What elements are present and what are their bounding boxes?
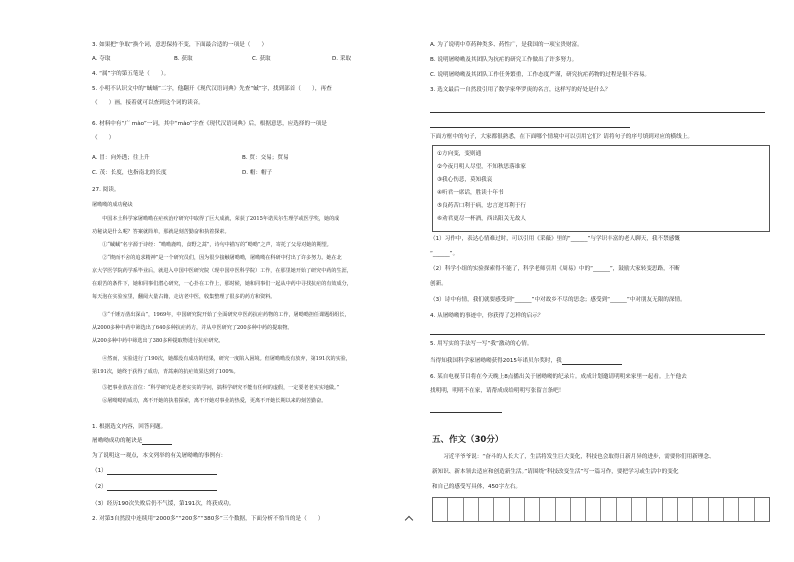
quote-6: ⑥劝君更尽一杯酒，西出阳关无故人 xyxy=(437,216,526,222)
example-3: （3）经历190次失败后仍不气馁，第191次，终获成功。 xyxy=(92,501,235,507)
grid-cell[interactable] xyxy=(586,498,601,521)
q3-option-a: A. 夺取 xyxy=(92,56,111,62)
answer-line[interactable] xyxy=(430,106,765,113)
q3-option-b: B. 获取 xyxy=(174,56,193,62)
q5-prompt: 当得知我国科学家屠呦呦获得2015年诺贝尔奖时，我 xyxy=(430,358,562,364)
grid-cell[interactable] xyxy=(632,498,647,521)
question-6-line1: 6. 材料中有“广 mào”一词，其中“mào”字查《现代汉语词典》后，根据意思，应选择的一项是 xyxy=(92,121,327,127)
grid-cell[interactable] xyxy=(571,498,586,521)
quote-intro: 下面方框中的句子，大家都很熟悉，在下面哪个情境中可以引用它们？请将句子的序号填到对应的横线上。 xyxy=(430,134,693,140)
answer-line[interactable] xyxy=(430,406,502,413)
section-composition-title: 五、作文（30分） xyxy=(432,435,504,445)
article-line: 每天泡在实验室里，翻阅大量古籍，走访老中医，收集整理了很多的药方和资料。 xyxy=(92,294,276,300)
grid-cell[interactable] xyxy=(617,498,632,521)
q3-option-c: C. 获取 xyxy=(252,56,271,62)
article-line: 京大学医学院药学系毕业后，就进入中国中医研究院（现中国中医科学院）工作，在那里她开始了研究中药的生涯， xyxy=(92,268,352,274)
grid-cell[interactable] xyxy=(464,498,479,521)
question-4: 4. “属”字的第五笔是（ ）。 xyxy=(92,71,170,77)
question-6b: 找明明，明明不在家，请帮成成给明明写张留言条吧！ xyxy=(430,388,565,394)
grid-cell[interactable] xyxy=(755,498,769,521)
answer-blank[interactable] xyxy=(562,358,622,365)
grid-cell[interactable] xyxy=(739,498,754,521)
quote-3: ③我心伤悲，莫知我哀 xyxy=(437,177,493,183)
quote-4: ④听君一席话，胜读十年书 xyxy=(437,190,504,196)
quote-2: ②今夜月明人尽望，不知秋思落谁家 xyxy=(437,164,526,170)
answer-line[interactable] xyxy=(430,328,765,335)
fill-3: （3）诗中有情，我们就要感受到“______”中对故乡不尽的思念；感受到“______”中对朋友无限的深情。 xyxy=(430,297,686,303)
example-1 xyxy=(92,468,217,475)
grid-cell[interactable] xyxy=(601,498,616,521)
writing-grid[interactable] xyxy=(432,497,770,522)
question-3: 3. 如果把“争取”换个词，意思保持不变，下面最合适的一项是（ ） xyxy=(92,42,268,48)
fill-1: （1）习作中，表达心情难过时，可以引用《采薇》里的“______”与学识丰富的老人聊天，我不禁感慨 xyxy=(430,236,680,242)
example-1-label: （1） xyxy=(92,468,107,474)
article-line: 从2000多种中药中筛选出了640多种抗疟药方，并从中医研究了200多种中药的提取物。 xyxy=(92,325,293,331)
grid-cell[interactable] xyxy=(678,498,693,521)
grid-cell[interactable] xyxy=(448,498,463,521)
fill-2b: 创新。 xyxy=(430,281,447,287)
grid-cell[interactable] xyxy=(494,498,509,521)
question-6-line2: （ ） xyxy=(92,135,115,141)
article-line: ①“蜮蜮”名字源于诗经：“呦呦鹿鸣，食野之蒿”，诗句中描写的“呦呦”之声，寄托了父母对她的期望。 xyxy=(92,242,332,248)
grid-cell[interactable] xyxy=(709,498,724,521)
grid-cell[interactable] xyxy=(724,498,739,521)
grid-cell[interactable] xyxy=(663,498,678,521)
q2-option-c: C. 说明屠呦呦及其团队工作任务繁重，工作态度严谨，研究抗疟药物的过程是很不容易。 xyxy=(430,72,651,78)
question-4: 4. 从屠呦呦的事迹中，你获得了怎样的启示？ xyxy=(430,313,544,319)
fill-1b: “______”。 xyxy=(430,251,459,257)
question-5-line1: 5. 小明不认识文中的“蜮蛹”二字，他翻开《现代汉语词典》先查“蜮”字，找到部首（ ），再查 xyxy=(92,86,332,92)
example-2-label: （2） xyxy=(92,484,107,490)
question-5-line xyxy=(430,358,622,365)
article-line: 在艰苦的条件下，她和同事们潜心研究，一心扑在工作上，那时候，她和同事们一起从中药中寻找抗疟的有效成分， xyxy=(92,281,352,287)
question-3: 3. 选文最后一自然段引用了数学家华罗庚的名言，这样写的好处是什么？ xyxy=(430,87,611,93)
article-line: ②“锲而不舍的追求精神”是一个研究员们，因为很少接触屠呦呦，屠呦呦在科研中付出了许多努力。她在北 xyxy=(92,255,342,261)
quote-5: ⑤良药苦口利于病，忠言逆耳利于行 xyxy=(437,203,526,209)
article-line: 功秘诀是什么呢？答案就简单，那就是刻苦勤奋和执着探索。 xyxy=(92,229,230,235)
grid-cell[interactable] xyxy=(647,498,662,521)
article-line: ⑤把事业放在首位：“科学研究是老老实实的学问，搞科学研究不能有任何的虚假，一定要老老实实地做。” xyxy=(92,385,340,391)
q6-option-a: A. 冒：向外透；往上升 xyxy=(92,155,150,161)
article-title: 屠呦呦的成功秘诀 xyxy=(92,202,133,208)
q6-option-c: C. 茂：长度，也指南北的长度 xyxy=(92,170,167,176)
grid-cell[interactable] xyxy=(525,498,540,521)
answer-blank[interactable] xyxy=(107,468,217,475)
article-line: ④然而，实验进行了190次，她都没有成功的结果，研究一度陷入困境。但屠呦呦没有放弃，第191次的实验， xyxy=(92,356,351,362)
quote-1: ①方向变，变则通 xyxy=(437,151,482,157)
question-1-examples: 为了说明这一观点，本文列举的有关屠呦呦的事例有： xyxy=(92,453,227,459)
question-5: 5. 用写实的手法写一写“我”激动的心情。 xyxy=(430,341,533,347)
question-1-prompt xyxy=(92,438,172,445)
answer-blank[interactable] xyxy=(142,438,172,445)
article-line: 中国本土科学家屠呦呦在疟疾治疗研究中取得了巨大成就，荣获了2015年诺贝尔生理学或医学奖，她的成 xyxy=(92,216,340,222)
question-1: 1. 根据选文内容，回答问题。 xyxy=(92,424,167,430)
q3-option-d: D. 采取 xyxy=(332,56,352,62)
article-line: 第191次，她终于获得了成功，青蒿素的抗疟效果达到了100%。 xyxy=(92,369,239,375)
example-2 xyxy=(92,484,217,491)
question-2: 2. 对第3自然段中连续用“2000多”“200多”“380多”三个数据，下面分析不恰当的是（ ） xyxy=(92,516,324,522)
grid-cell[interactable] xyxy=(433,498,448,521)
composition-line2: 新知识、新本领去适应和创造新生活。”请围绕“科技改变生活”写一篇习作，要把学习或生活中的变化 xyxy=(432,469,679,475)
grid-cell[interactable] xyxy=(479,498,494,521)
grid-cell[interactable] xyxy=(693,498,708,521)
grid-cell[interactable] xyxy=(540,498,555,521)
grid-cell[interactable] xyxy=(510,498,525,521)
q6-option-b: B. 贸：交易；贸易 xyxy=(242,155,289,161)
fill-2: （2）科学小组的实验探索得不能了，科学老师引用《周易》中的“______”，鼓励大家转变思路，不断 xyxy=(430,266,680,272)
answer-blank[interactable] xyxy=(107,484,217,491)
article-line: ③“千锤万凿出深山”，1969年，中国研究院开始了全面研究中医药抗疟药物的工作，屠呦呦担任课题组组长， xyxy=(92,312,350,318)
composition-line1: 习近平爷爷说：“奋斗的人长大了，生活将发生巨大变化，科技也会取得日新月异的进步，需要你们用新理念、 xyxy=(432,454,715,460)
q2-option-b: B. 说明屠呦呦及其团队为抗疟的研究工作做出了许多努力。 xyxy=(430,57,578,63)
article-line: ⑥屠呦呦的成功，离不开她的执着探索，离不开她对事业的热爱，更离不开她长期以来的刻苦勤奋。 xyxy=(92,398,327,404)
composition-line3: 和自己的感受写具体，450字左右。 xyxy=(432,484,521,490)
reading-heading: 27. 阅读。 xyxy=(92,187,120,193)
q2-option-a: A. 为了说明中草药种类多、药性广，是我国的一项宝贵财富。 xyxy=(430,42,583,48)
question-5-line2: （ ）画，接着就可以查到这个词的读音。 xyxy=(92,100,204,106)
question-6: 6. 某自电视节目将在今天晚上8点播出关于屠呦呦的纪录片。成成计划邀请明明来家里一起看。上午他去 xyxy=(430,374,687,380)
q1-prompt-text: 屠呦呦成功的秘诀是 xyxy=(92,438,143,444)
q6-option-d: D. 帽：帽子 xyxy=(242,170,273,176)
grid-cell[interactable] xyxy=(556,498,571,521)
answer-line[interactable] xyxy=(430,121,630,128)
article-line: 从200多种中药中筛选出了380多种提取物进行抗疟研究。 xyxy=(92,338,224,344)
quote-box xyxy=(432,145,770,232)
